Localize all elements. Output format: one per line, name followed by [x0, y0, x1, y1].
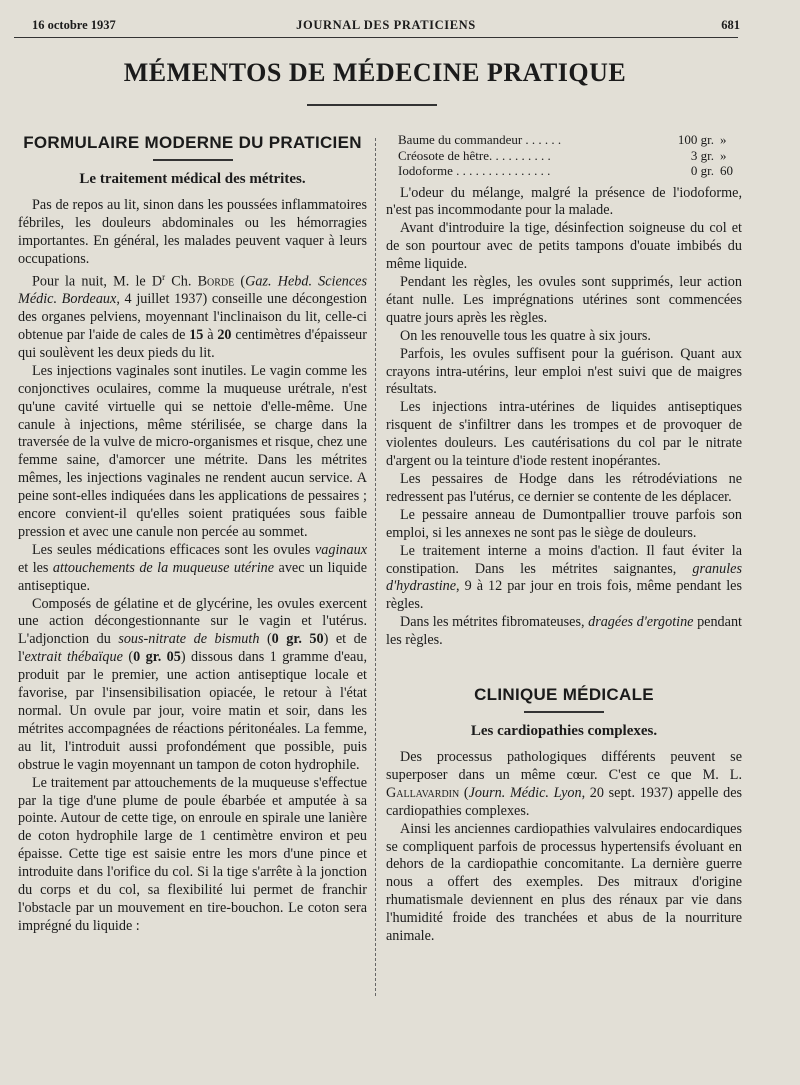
- journal-reference: Gaz. Hebd. Sciences Médic. Bordeaux: [18, 273, 367, 308]
- paragraph: Pour la nuit, M. le $D^r$ Ch. Borde (Gaz. Hebd. Sciences Médic. Bordeaux, 4 juillet 1937) conseille une décongestion des organes pelviens, moyennant l'inclinaison du lit, celle-ci obtenue par l'aide de cales de 15 à 20 centimètres d'épaisseur qui soulèvent les deux pieds du lit.: [18, 271, 368, 361]
- paragraph: Parfois, les ovules suffisent pour la guérison. Quant aux crayons intra-utérins, leur emploi n'est suivi que de maigres résultats.: [386, 345, 742, 398]
- page-number: 681: [721, 18, 740, 32]
- title-rule: [307, 104, 437, 106]
- paragraph: Le traitement par attouchements de la muqueuse s'effectue par la tige d'une plume de poule ébarbée et amputée à sa pointe. Autour de cette tige, on enroule en spirale une lanière de coton hydrophile large de 1 centimètre environ et peu épaisse. Cette tige est saisie entre les mors d'une pince et introduite dans l'orifice du col. Si la tige s'arrête à la jonction du corps et du col, sa flexibilité lui permet de franchir l'obstacle par un mouvement en tire-bouchon. Le coton sera imprégné du liquide :: [18, 774, 367, 934]
- formula-row: Iodoforme . . . . . . . . . . . . . . . 0 gr. 60: [398, 163, 733, 178]
- section-heading-clinique: CLINIQUE MÉDICALE: [474, 685, 654, 705]
- paragraph: Composés de gélatine et de glycérine, les ovules exercent une action décongestionnante sur le vagin et l'utérus. L'adjonction du sous-nitrate de bismuth (0 gr. 50) et de l'extrait thébaïque (0 gr. 05) dissous dans 1 gramme d'eau, produit par le premier, une action antiseptique locale et favorise, par l'insensibilisation opiacée, le retour à l'état normal. Un ovule par jour, voire matin et soir, dans les métrites accompagnées de réactions péritonéales. La femme, au lit, l'introduit aussi profondément que possible, puis obstrue le vagin moyennant un tampon de coton hydrophile.: [18, 595, 367, 773]
- paragraph: Les injections intra-utérines de liquides antiseptiques risquent de s'infiltrer dans les trompes et de provoquer de violentes douleurs. Les cautérisations du col par le nitrate d'argent ou la teinture d'iode restent inopérantes.: [386, 399, 742, 470]
- issue-date: 16 octobre 1937: [32, 18, 116, 32]
- author-name: Borde: [197, 273, 235, 290]
- paragraph: Pendant les règles, les ovules sont supprimés, leur action étant nulle. Les imprégnations utérines sont commencées quatre jours après les règles.: [386, 274, 742, 326]
- article-title-metrites: Le traitement médical des métrites.: [79, 171, 306, 187]
- paragraph: Ainsi les anciennes cardiopathies valvulaires endocardiques se compliquent parfois de processus hypertensifs évoluant en dehors de la cardiopathie concomitante. La dernière guerre nous a offert des exemples. Des mitraux d'origine rhumatismale deviennent en plus des rénaux par vie dans l'humidité froide des tranchées et abus de la nourriture animale.: [386, 820, 742, 945]
- left-column: [18, 132, 367, 936]
- paragraph: Des processus pathologiques différents peuvent se superposer dans un même cœur. C'est ce que M. L. Gallavardin (Journ. Médic. Lyon, 20 sept. 1937) appelle des cardiopathies complexes.: [386, 748, 743, 819]
- paragraph: Le traitement interne a moins d'action. Il faut éviter la constipation. Dans les métrites saignantes, granules d'hydrastine, 9 à 12 par jour en trois fois, même pendant les règles.: [386, 542, 742, 613]
- section-rule: [153, 159, 233, 161]
- paragraph: Les injections vaginales sont inutiles. Le vagin comme les conjonctives oculaires, comme la muqueuse urétrale, n'est qu'une cavité virtuelle qui se nettoie d'elle-même. Une canule à injections, même stérilisée, se charge dans la traversée de la vulve de micro-organismes et risque, chez une femme saine, d'amorcer une métrite. Dans les métrites mêmes, les injections vaginales ne rendent aucun service. A peine sont-elles indiquées dans les applications de pessaires ; encore convient-il qu'elles soient pratiquées sous faible pression et avec une canule non percée au sommet.: [18, 362, 367, 540]
- paragraph: Dans les métrites fibromateuses, dragées d'ergotine pendant les règles.: [386, 614, 742, 649]
- paragraph: Les pessaires de Hodge dans les rétrodéviations ne redressent pas l'utérus, ce dernier se contente de les déplacer.: [386, 471, 742, 505]
- prescription-formula: [386, 132, 742, 179]
- page-title: MÉMENTOS DE MÉDECINE PRATIQUE: [123, 58, 627, 87]
- paragraph: On les renouvelle tous les quatre à six jours.: [400, 327, 651, 344]
- paragraph: Les seules médications efficaces sont les ovules vaginaux et les attouchements de la muqueuse utérine avec un liquide antiseptique.: [18, 541, 368, 594]
- section-rule: [524, 711, 604, 713]
- formula-row: Baume du commandeur . . . . . . 100 gr. »: [398, 132, 727, 147]
- article-title-cardiopathies: Les cardiopathies complexes.: [470, 723, 658, 740]
- right-column: [386, 132, 742, 946]
- author-name: Gallavardin: [386, 784, 460, 801]
- paragraph: L'odeur du mélange, malgré la présence de l'iodoforme, n'est pas incommodante pour la malade.: [386, 184, 742, 219]
- formula-row: Créosote de hêtre. . . . . . . . . . 3 gr. »: [398, 147, 727, 163]
- header-rule: [14, 37, 738, 38]
- paragraph: Pas de repos au lit, sinon dans les poussées inflammatoires fébriles, les douleurs abdominales ou les hémorragies importantes. En général, les malades peuvent vaquer à leurs occupations.: [18, 196, 367, 267]
- journal-title: JOURNAL DES PRATICIENS: [296, 18, 476, 32]
- section-heading-formulaire: FORMULAIRE MODERNE DU PRATICIEN: [23, 133, 362, 152]
- running-header: [32, 18, 740, 38]
- journal-reference: Journ. Médic. Lyon: [468, 784, 582, 801]
- column-divider: [375, 138, 376, 996]
- paragraph: Avant d'introduire la tige, désinfection soigneuse du col et de son pourtour avec de petits tampons d'ouate imbibés du même liquide.: [386, 220, 742, 273]
- paragraph: Le pessaire anneau de Dumontpallier trouve parfois son emploi, si les annexes ne sont pas le siège de douleurs.: [386, 506, 742, 541]
